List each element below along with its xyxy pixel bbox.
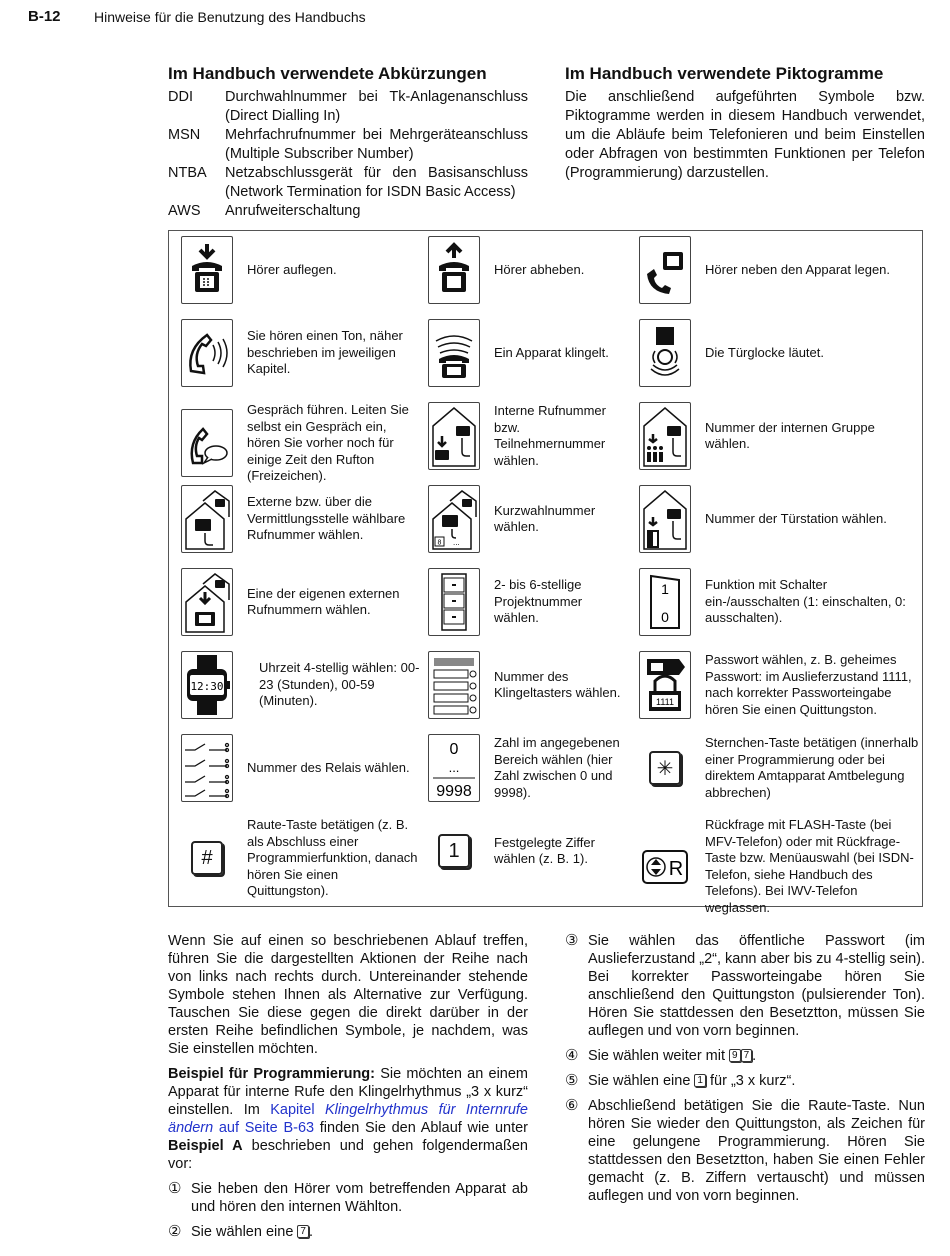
flash-key-icon xyxy=(639,833,691,901)
pictogram-cell xyxy=(639,319,919,387)
speed-dial-icon xyxy=(428,485,480,553)
pictogram-label: Nummer des Relais wählen. xyxy=(247,759,410,775)
phone-ringing-icon xyxy=(428,319,480,387)
step-text: Sie wählen eine xyxy=(191,1224,298,1240)
step-item xyxy=(168,1223,528,1241)
pictogram-cell xyxy=(428,817,628,885)
hang-up-icon xyxy=(181,236,233,304)
abbr-value: Mehrfachrufnummer bei Mehrgeräteanschluss (Multiple Subscriber Number) xyxy=(225,127,528,162)
star-key-icon xyxy=(639,734,691,802)
switch-icon xyxy=(639,568,691,636)
step-number: ② xyxy=(168,1223,182,1240)
step-number: ④ xyxy=(565,1047,579,1064)
example-label: Beispiel für Programmierung: xyxy=(168,1066,375,1082)
pictogram-label: Hörer abheben. xyxy=(494,261,585,277)
project-number-icon xyxy=(428,568,480,636)
pictogram-cell xyxy=(428,651,628,719)
clock-time: 12:30 xyxy=(190,680,224,693)
range-bottom: 9998 xyxy=(436,783,472,800)
abbr-row xyxy=(168,126,528,164)
step-number: ⑥ xyxy=(565,1097,579,1114)
pictogram-label: Eine der eigenen externen Rufnummern wählen. xyxy=(247,585,400,617)
step-number: ① xyxy=(168,1180,182,1197)
abbr-key: AWS xyxy=(168,203,201,219)
pictogram-cell xyxy=(639,236,919,304)
flash-r-label: R xyxy=(668,857,684,880)
lock-code: 1111 xyxy=(655,697,675,707)
pictogram-cell xyxy=(428,402,628,470)
step-text-after: . xyxy=(308,1224,314,1240)
step-text: Sie wählen eine xyxy=(588,1073,695,1089)
abbr-row xyxy=(168,164,528,202)
abbr-key: NTBA xyxy=(168,165,207,181)
conversation-icon xyxy=(181,409,233,477)
tone-icon xyxy=(181,319,233,387)
pictogram-label: Rückfrage mit FLASH-Taste (bei MFV-Telefon) oder mit Rückfrage-Taste bzw. Menüauswahl (bei ISDN-Telefon, siehe Handbuch des Telefons). Bei IWV-Telefon weglassen. xyxy=(705,817,914,915)
step-text: Sie heben den Hörer vom betreffenden Apparat ab und hören den internen Wählton. xyxy=(191,1181,528,1215)
step-number: ⑤ xyxy=(565,1072,579,1089)
pictogram-label: Gespräch führen. Leiten Sie selbst ein Gespräch ein, hören Sie vorher noch für einige Zeit den Rufton (Freizeichen). xyxy=(247,402,409,483)
example-text: beschrieben und gehen folgendermaßen vor: xyxy=(168,1138,528,1172)
pictogram-label: Sternchen-Taste betätigen (innerhalb einer Programmierung oder bei direktem Amtapparat Amtbelegung abbrechen) xyxy=(705,735,919,800)
pictogram-cell xyxy=(639,817,919,916)
pictogram-cell xyxy=(428,485,628,553)
pictogram-label: Raute-Taste betätigen (z. B. als Abschluss einer Programmierfunktion, danach hören Sie einen Quittungston). xyxy=(247,817,418,898)
switch-on-label: 1 xyxy=(661,581,669,597)
pictogram-cell xyxy=(428,734,628,802)
step-item xyxy=(565,1072,925,1090)
step-number: ③ xyxy=(565,932,579,949)
pictogram-table xyxy=(168,230,923,915)
pictogram-cell xyxy=(639,734,919,802)
chapter-link-title: Klingelrhythmus für Internrufe ändern xyxy=(168,1102,528,1136)
pictogram-cell xyxy=(181,236,421,304)
svg-text:...: ... xyxy=(453,538,460,547)
switch-off-label: 0 xyxy=(661,609,669,625)
key-icon: 7 xyxy=(297,1225,309,1238)
pictogram-cell xyxy=(181,817,421,900)
pictogram-cell xyxy=(181,734,421,802)
pictogram-label: Nummer des Klingeltasters wählen. xyxy=(494,668,621,700)
pictogram-label: Nummer der Türstation wählen. xyxy=(705,510,887,526)
pictogram-cell xyxy=(639,651,919,719)
pictogram-cell xyxy=(639,568,919,636)
key-icon: 1 xyxy=(694,1074,706,1087)
pictogram-cell xyxy=(181,568,421,636)
range-mid: ... xyxy=(448,760,460,775)
body-intro: Wenn Sie auf einen so beschriebenen Ablauf treffen, führen Sie die dargestellten Aktionen der Reihe nach von links nach rechts durch. Untereinander stehende Symbole stehen Ihnen als Alternative zur Verfügung. Tauschen Sie diese gegen die direkt darüber in der ersten Reihe befindlichen Symbole, je nachdem, was Sie einstellen möchten. xyxy=(168,933,528,1057)
internal-group-icon xyxy=(639,402,691,470)
relay-icon xyxy=(181,734,233,802)
bell-buttons-icon xyxy=(428,651,480,719)
page-number: B-12 xyxy=(28,8,61,25)
step-text: Sie wählen weiter mit xyxy=(588,1048,730,1064)
abbr-value: Anrufweiterschaltung xyxy=(225,203,361,219)
chapter-link-prefix: Kapitel xyxy=(270,1102,326,1118)
external-number-icon xyxy=(181,485,233,553)
pictogram-label: 2- bis 6-stellige Projektnummer wählen. xyxy=(494,577,583,626)
pictogram-label: Passwort wählen, z. B. geheimes Passwort: im Auslieferzustand 1111, nach korrekter Passworteingabe hören Sie einen Quittungston. xyxy=(705,652,912,717)
example-text: finden Sie den Ablauf wie unter xyxy=(314,1120,529,1136)
pictogram-label: Sie hören einen Ton, näher beschrieben im jeweiligen Kapitel. xyxy=(247,328,403,377)
abbr-value: Netzabschlussgerät für den Basisanschluss (Network Termination for ISDN Basic Access) xyxy=(225,165,528,200)
pictogram-label: Zahl im angegebenen Bereich wählen (hier Zahl zwischen 0 und 9998). xyxy=(494,735,620,800)
pictogram-label: Kurzwahlnummer wählen. xyxy=(494,502,596,534)
pictogram-cell xyxy=(428,236,628,304)
pictogram-label: Interne Rufnummer bzw. Teilnehmernummer wählen. xyxy=(494,403,606,468)
abbr-row xyxy=(168,202,528,221)
pictogram-cell xyxy=(181,651,421,719)
example-paragraph xyxy=(168,1065,528,1173)
pictogram-label: Funktion mit Schalter ein-/ausschalten (1: einschalten, 0: ausschalten). xyxy=(705,577,906,626)
pictogram-label: Externe bzw. über die Vermittlungsstelle wählbare Rufnummer wählen. xyxy=(247,494,406,543)
pictogram-label: Die Türglocke läutet. xyxy=(705,344,824,360)
step-text: Abschließend betätigen Sie die Raute-Taste. Nun hören Sie wieder den Quittungston, als Zeichen für eine gelungene Programmierung. Hören Sie stattdessen den Besetztton, haben Sie einen Fehler gemacht (z. B. Ziffern vertauscht) und müssen auflegen und von vorn beginnen. xyxy=(588,1098,925,1204)
own-external-number-icon xyxy=(181,568,233,636)
speed-code: 8 xyxy=(437,539,442,547)
pictogram-label: Uhrzeit 4-stellig wählen: 00-23 (Stunden), 00-59 (Minuten). xyxy=(259,660,420,709)
hash-keycap: # xyxy=(191,841,223,875)
digit-keycap: 1 xyxy=(438,834,470,868)
range-top: 0 xyxy=(449,741,459,758)
body-right-column xyxy=(565,932,925,1212)
abbr-key: DDI xyxy=(168,89,193,105)
example-text: Sie möchten an einem Apparat für interne Rufe den Klingelrhythmus „3 x kurz“ einstellen. Im xyxy=(168,1066,528,1118)
step-item xyxy=(565,1097,925,1205)
pictograms-heading: Im Handbuch verwendete Piktogramme xyxy=(565,64,884,83)
door-station-icon xyxy=(639,485,691,553)
abbr-value: Durchwahlnummer bei Tk-Anlagenanschluss (Direct Dialling In) xyxy=(225,89,528,124)
clock-icon xyxy=(181,651,233,719)
example-bold: Beispiel A xyxy=(168,1138,243,1154)
pictogram-label: Hörer auflegen. xyxy=(247,261,337,277)
digit-key-icon xyxy=(428,817,480,885)
pick-up-icon xyxy=(428,236,480,304)
step-item xyxy=(168,1180,528,1216)
abbreviations-list xyxy=(168,88,528,221)
receiver-beside-phone-icon xyxy=(639,236,691,304)
key-icon: 9 xyxy=(729,1049,741,1062)
pictogram-cell xyxy=(428,568,628,636)
header-title: Hinweise für die Benutzung des Handbuchs xyxy=(94,9,366,25)
hash-key-icon xyxy=(181,824,233,892)
pictograms-intro: Die anschließend aufgeführten Symbole bzw. Piktogramme werden in diesem Handbuch verwendet, um die Abläufe beim Telefonieren und beim Einstellen oder Abfragen von bestimmten Funktionen per Telefon (Programmierung) darzustellen. xyxy=(565,89,925,181)
number-range-icon xyxy=(428,734,480,802)
pictogram-cell xyxy=(639,402,919,470)
step-item xyxy=(565,1047,925,1065)
abbr-row xyxy=(168,88,528,126)
pictogram-label: Ein Apparat klingelt. xyxy=(494,344,609,360)
step-text-after: . xyxy=(752,1048,757,1064)
pictogram-label: Festgelegte Ziffer wählen (z. B. 1). xyxy=(494,834,595,866)
abbr-key: MSN xyxy=(168,127,201,143)
pictogram-cell xyxy=(181,319,421,387)
pictogram-cell xyxy=(428,319,628,387)
pictogram-label: Hörer neben den Apparat legen. xyxy=(705,261,891,277)
pictogram-cell xyxy=(181,485,421,553)
step-text-after: für „3 x kurz“. xyxy=(705,1073,796,1089)
pictogram-cell xyxy=(181,402,421,485)
pictogram-label: Nummer der internen Gruppe wählen. xyxy=(705,419,875,451)
internal-number-icon xyxy=(428,402,480,470)
page-header xyxy=(28,8,366,25)
key-icon: 7 xyxy=(741,1049,753,1062)
door-bell-icon xyxy=(639,319,691,387)
pictogram-cell xyxy=(639,485,919,553)
page-link: auf Seite B-63 xyxy=(213,1120,315,1136)
step-text: Sie wählen das öffentliche Passwort (im Auslieferzustand „2“, kann aber bis zu 4-stellig sein). Bei korrekter Passworteingabe hören Sie anschließend den Quittungston (pulsierender Ton). Hören Sie stattdessen den Besetztton, müssen Sie auflegen und von vorn beginnen. xyxy=(588,933,925,1039)
step-item xyxy=(565,932,925,1040)
password-lock-icon xyxy=(639,651,691,719)
abbreviations-heading: Im Handbuch verwendete Abkürzungen xyxy=(168,64,487,83)
body-left-column xyxy=(168,932,528,1248)
star-keycap: ✳ xyxy=(649,751,681,785)
